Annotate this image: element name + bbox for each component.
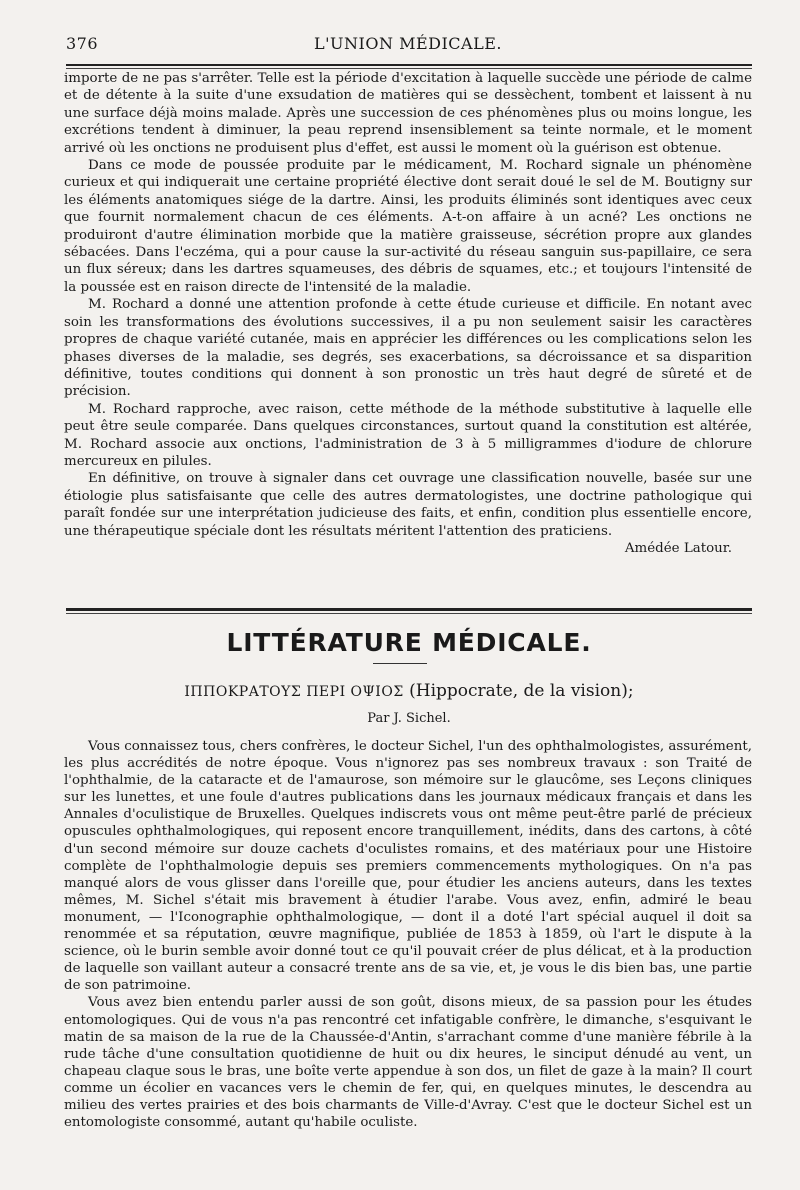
section-title: LITTÉRATURE MÉDICALE. [226,628,592,657]
article-paragraph: Dans ce mode de poussée produite par le médicament, M. Rochard signale un phénomène curieux et qui indiquerait une certaine propriété élective dont serait doué le sel de M. Boutigny sur les éléments anatomiques siége de la dartre. Ainsi, les produits éliminés sont identiques avec ceux que fournit normalement chacun de ces éléments. A-t-on affaire à un acné? Les onctions ne produiront d'autre élimination morbide que la matière graisseuse, sécrétion propre aux glandes sébacées. Dans l'eczéma, qui a pour cause la sur-activité du réseau sanguin sus-papillaire, ce sera un flux séreux; dans les dartres squameuses, des débris de squames, etc.; et toujours l'intensité de la poussée est en raison directe de l'intensité de la maladie. [64,158,752,295]
book-author: Par J. Sichel. [367,711,451,726]
article-paragraph: importe de ne pas s'arrêter. Telle est la période d'excitation à laquelle succède une période de calme et de détente à la suite d'une exsudation de matières qui se dessèchent, tombent et laissent à nu une surface déjà moins malade. Après une succession de ces phénomènes plus ou moins longue, les excrétions tendent à diminuer, la peau reprend insensiblement sa teinte normale, et le moment arrivé où les onctions ne produisent plus d'effet, est aussi le moment où la guérison est obtenue. [64,71,752,156]
article-paragraph: M. Rochard rapproche, avec raison, cette méthode de la méthode substitutive à laquelle elle peut être seule comparée. Dans quelques circonstances, surtout quand la constitution est altérée, M. Rochard associe aux onctions, l'administration de 3 à 5 milligrammes d'iodure de chlorure mercureux en pilules. [64,401,752,469]
header-rule-thin [66,68,752,69]
book-title-greek: ΙΠΠΟΚΡΑΤΟΥΣ ΠΕΡΙ ΟΨΙΟΣ [184,684,404,700]
review-paragraph: Vous connaissez tous, chers confrères, le docteur Sichel, l'un des ophthalmologistes, assurément, les plus accrédités de notre époque. Vous n'ignorez pas ses nombreux travaux : son Traité de l'ophthalmie, de la cataracte et de l'amaurose, son mémoire sur le glaucôme, ses Leçons cliniques sur les lunettes, et une foule d'autres publications dans les journaux médicaux français et dans les Annales d'oculistique de Bruxelles. Quelques indiscrets vous ont même peut-être parlé de précieux opuscules ophthalmologiques, qui reposent encore tranquillement, inédits, dans des cartons, à côté d'un second mémoire sur douze cachets d'oculistes romains, et des matériaux pour une Histoire complète de l'ophthalmologie depuis ses premiers commencements mythologiques. On n'a pas manqué alors de vous glisser dans l'oreille que, pour étudier les anciens auteurs, dans les textes mêmes, M. Sichel s'était mis bravement à étudier l'arabe. Vous avez, enfin, admiré le beau monument, — l'Iconographie ophthalmologique, — dont il a doté l'art spécial auquel il doit sa renommée et sa réputation, œuvre magnifique, publiée de 1853 à 1859, où l'art le dispute à la science, où le burin semble avoir donné tout ce qu'il pouvait créer de plus délicat, et à la production de laquelle son vaillant auteur a consacré trente ans de sa vie, et, je vous le dis bien bas, une partie de son patrimoine. [64,739,752,994]
book-title [66,681,752,701]
author-signature: Amédée Latour. [624,540,732,556]
running-head [66,34,750,56]
journal-title: L'UNION MÉDICALE. [314,34,502,53]
article-paragraph: En définitive, on trouve à signaler dans cet ouvrage une classification nouvelle, basée sur une étiologie plus satisfaisante que celle des autres dermatologistes, une doctrine pathologique qui paraît fondée sur une interprétation judicieuse des faits, et enfin, condition plus essentielle encore, une thérapeutique spéciale dont les résultats méritent l'attention des praticiens. [64,471,752,539]
review-body [64,738,752,1131]
page-number: 376 [66,34,99,53]
review-paragraph: Vous avez bien entendu parler aussi de son goût, disons mieux, de sa passion pour les études entomologiques. Qui de vous n'a pas rencontré cet infatigable confrère, le dimanche, s'esquivant le matin de sa maison de la rue de la Chaussée-d'Antin, s'arrachant comme d'une manière fébrile à la rude tâche d'une consultation quotidienne de huit ou dix heures, le sinciput dénudé au vent, un chapeau claque sous le bras, une boîte verte appendue à son dos, un filet de gaze à la main? Il court comme un écolier en vacances vers le chemin de fer, qui, en quelques minutes, le descendra au milieu des vertes prairies et des bois charmants de Ville-d'Avray. C'est que le docteur Sichel est un entomologiste consommé, autant qu'habile oculiste. [64,995,752,1131]
section-divider [66,608,752,614]
header-rule-thick [66,64,752,66]
title-underline [373,663,427,664]
article-paragraph: M. Rochard a donné une attention profonde à cette étude curieuse et difficile. En notant avec soin les transformations des évolutions successives, il a pu non seulement saisir les caractères propres de chaque variété cutanée, mais en apprécier les différences ou les complications selon les phases diverses de la maladie, ses degrés, ses exacerbations, sa décroissance et sa disparition définitive, toutes conditions qui donnent à son pronostic un très haut degré de sûreté et de précision. [64,297,752,400]
book-title-french: (Hippocrate, de la vision); [409,681,634,701]
article-body [64,70,752,557]
